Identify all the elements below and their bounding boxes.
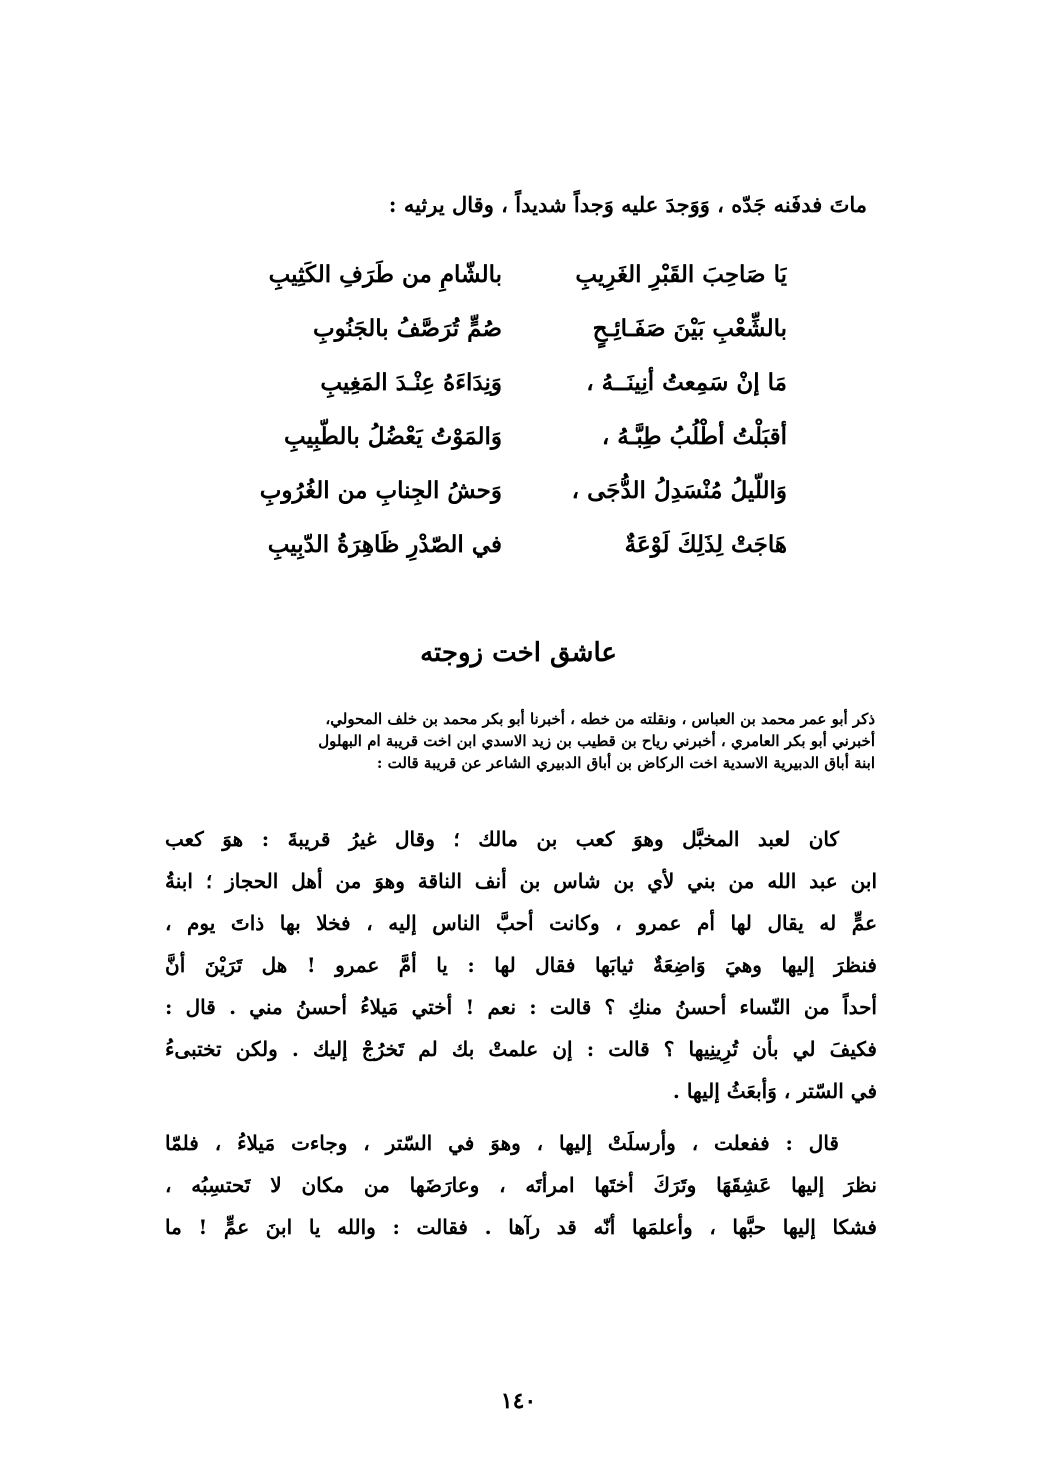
paragraph-2-line: نظرَ إليها عَشِقَهَا وتَرَكَ أختَها امرأتَه ، وعارَضَها من مكان لا تَحتسِبُه ، (165, 1173, 877, 1197)
page-number: ١٤٠ (500, 1388, 537, 1414)
verse-left-hemistich: وَنِدَاءَهُ عِنْـدَ المَغِيبِ (320, 369, 502, 396)
isnad-line: ذكر أبو عمر محمد بن العباس ، ونقلته من خطه ، أخبرنا أبو بكر محمد بن خلف المحولي، (325, 710, 875, 728)
verse-right-hemistich: أقبَلْتُ أطْلُبُ طِبَّـهُ ، (601, 423, 787, 450)
isnad-line: أخبرني أبو بكر العامري ، أخبرني رياح بن قطيب بن زيد الاسدي ابن اخت قريبة ام البهلول (318, 732, 875, 750)
verse-right-hemistich: مَا إنْ سَمِعتُ أنِينَــهُ ، (586, 369, 787, 396)
section-heading: عاشق اخت زوجته (420, 638, 617, 668)
paragraph-1-line: في السّتر ، وَأبعَثُ إليها . (672, 1079, 877, 1103)
verse-left-hemistich: صُمٍّ تُرَصَّفُ بالجَنُوبِ (312, 315, 502, 342)
paragraph-2-line: فشكا إليها حبَّها ، وأعلمَها أنّه قد رآها . فقالت : والله يا ابنَ عمٍّ ! ما (165, 1215, 877, 1239)
isnad-line: ابنة أباق الدبيرية الاسدية اخت الركاض بن أباق الدبيري الشاعر عن قريبة قالت : (376, 754, 875, 772)
verse-left-hemistich: وَحشُ الجِنابِ من الغُرُوبِ (259, 477, 502, 504)
intro-line: ماتَ فدفَنه جَدّه ، وَوَجدَ عليه وَجداً شديداً ، وقال يرثيه : (388, 192, 867, 217)
paragraph-1-line: أحداً من النّساء أحسنُ منكِ ؟ قالت : نعم ! أختي مَيلاءُ أحسنُ مني . قال : (165, 995, 877, 1019)
poem-verse (247, 464, 787, 518)
poem-verse (247, 356, 787, 410)
poem-verse (247, 518, 787, 572)
verse-right-hemistich: بالشِّعْبِ بَيْنَ صَفَـائِـحٍ (592, 315, 787, 342)
poem-verse (247, 302, 787, 356)
narrative-text (165, 818, 877, 1248)
paragraph-1-line: فنظرَ إليها وهيَ وَاضِعَةٌ ثيابَها فقال لها : يا أمَّ عمرو ! هل تَرَيْنَ أنَّ (165, 953, 877, 977)
poem-verse (247, 410, 787, 464)
poem (247, 248, 787, 572)
verse-right-hemistich: يَا صَاحِبَ القَبْرِ الغَرِيبِ (575, 261, 787, 288)
verse-right-hemistich: وَاللّيلُ مُنْسَدِلُ الدُّجَى ، (571, 477, 787, 504)
paragraph-1-line: كان لعبد المخبَّل وهوَ كعب بن مالك ؛ وقال غيرُ قريبةَ : هوَ كعب (165, 827, 839, 851)
paragraph-gap (165, 1112, 877, 1122)
paragraph-2-line: قال : ففعلت ، وأرسلَتْ إليها ، وهوَ في السّتر ، وجاءت مَيلاءُ ، فلمّا (165, 1131, 839, 1155)
verse-left-hemistich: بالشّامِ من طَرَفِ الكَثِيبِ (268, 261, 502, 288)
paragraph-1-line: ابن عبد الله من بني لأي بن شاس بن أنف الناقة وهوَ من أهل الحجاز ؛ ابنةُ (165, 869, 877, 893)
paragraph-1-line: عمٍّ له يقال لها أم عمرو ، وكانت أحبَّ الناس إليه ، فخلا بها ذاتَ يوم ، (165, 911, 877, 935)
verse-left-hemistich: وَالمَوْتُ يَعْضُلُ بالطّبِيبِ (284, 423, 502, 450)
verse-left-hemistich: في الصّدْرِ ظَاهِرَةُ الدّبِيبِ (267, 531, 502, 558)
isnad-chain (165, 708, 875, 774)
poem-verse (247, 248, 787, 302)
paragraph-1-line: فكيفَ لي بأن تُرِينِيها ؟ قالت : إن علمتْ بك لم تَخرُجْ إليك . ولكن تختبىءُ (165, 1037, 877, 1061)
verse-right-hemistich: هَاجَتْ لِذَلِكَ لَوْعَةٌ (624, 531, 787, 558)
